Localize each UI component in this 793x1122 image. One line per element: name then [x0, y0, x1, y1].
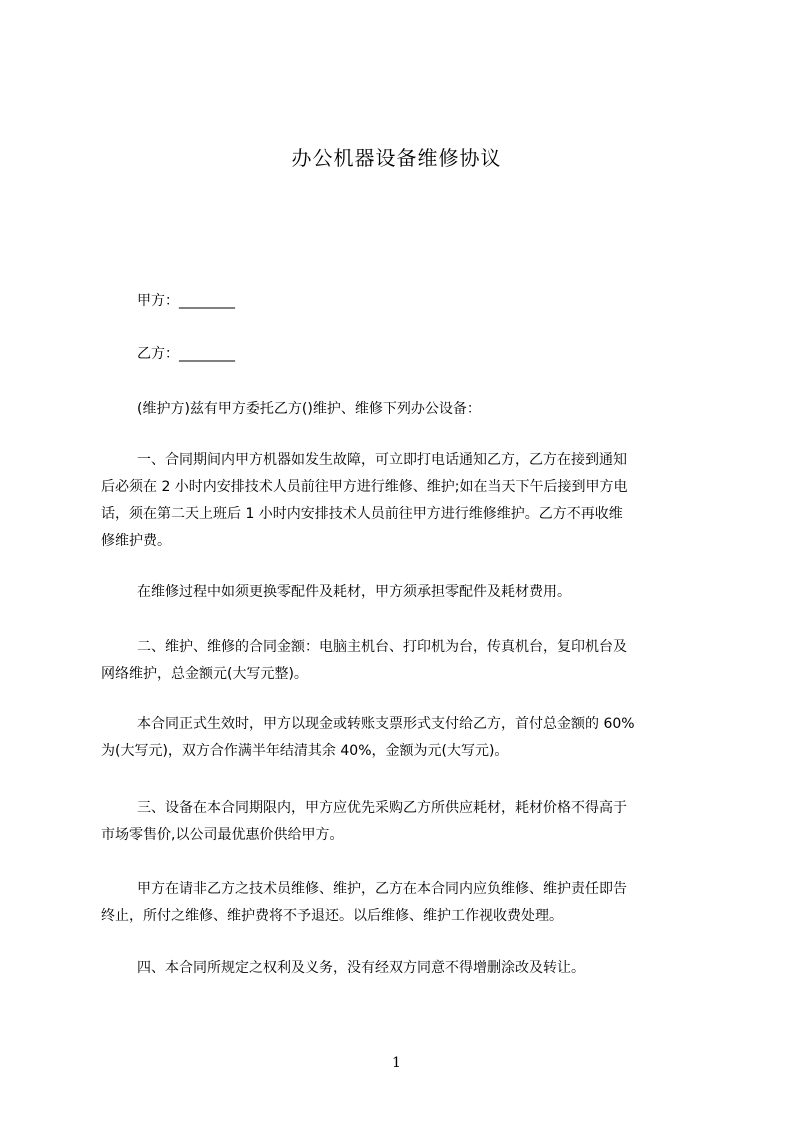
clause-4-text: 四、本合同所规定之权利及义务，没有经双方同意不得增删涂改及转让。 [137, 960, 585, 976]
clause-3-line-2: 市场零售价,以公司最优惠价供给甲方。 [101, 827, 344, 843]
page-number: 1 [392, 1055, 401, 1071]
document-title: 办公机器设备维修协议 [291, 146, 502, 170]
party-b-text: 乙方：________ [137, 346, 235, 362]
clause-3-note-line-2: 终止，所付之维修、维护费将不予退还。以后维修、维护工作视收费处理。 [101, 908, 563, 924]
clause-1-line-4: 修维护费。 [101, 533, 171, 549]
clause-2-paragraph [101, 634, 699, 688]
clause-1-paragraph [101, 447, 699, 555]
clause-3-paragraph [101, 795, 699, 849]
clause-1-note-text: 在维修过程中如须更换零配件及耗材，甲方须承担零配件及耗材费用。 [137, 584, 571, 600]
party-a-text: 甲方：________ [137, 293, 235, 309]
clause-1-line-1: 一、合同期间内甲方机器如发生故障，可立即打电话通知乙方，乙方在接到通知 [137, 452, 627, 468]
clause-2-line-2: 网络维护，总金额元(大写元整)。 [101, 666, 308, 682]
clause-1-note-paragraph [101, 579, 699, 606]
intro-text: (维护方)兹有甲方委托乙方()维护、维修下列办公设备： [137, 401, 481, 417]
party-b-line [101, 341, 699, 368]
clause-3-note-paragraph [101, 876, 699, 930]
clause-3-line-1: 三、设备在本合同期限内，甲方应优先采购乙方所供应耗材，耗材价格不得高于 [137, 800, 627, 816]
clause-3-note-line-1: 甲方在请非乙方之技术员维修、维护，乙方在本合同内应负维修、维护责任即告 [137, 881, 627, 897]
clause-1-line-3: 话，须在第二天上班后 1 小时内安排技术人员前往甲方进行维修维护。乙方不再收维 [101, 506, 623, 522]
clause-2-payment-paragraph [101, 711, 699, 765]
clause-2-payment-line-1: 本合同正式生效时，甲方以现金或转账支票形式支付给乙方，首付总金额的 60% [137, 716, 635, 732]
clause-2-payment-line-2: 为(大写元)，双方合作满半年结清其余 40%，金额为元(大写元)。 [101, 743, 509, 759]
clause-4-paragraph [101, 955, 699, 982]
clause-2-line-1: 二、维护、维修的合同金额：电脑主机台、打印机为台，传真机台，复印机台及 [137, 639, 627, 655]
intro-paragraph [101, 396, 699, 423]
party-a-line [101, 288, 699, 315]
clause-1-line-2: 后必须在 2 小时内安排技术人员前往甲方进行维修、维护;如在当天下午后接到甲方电 [101, 479, 628, 495]
